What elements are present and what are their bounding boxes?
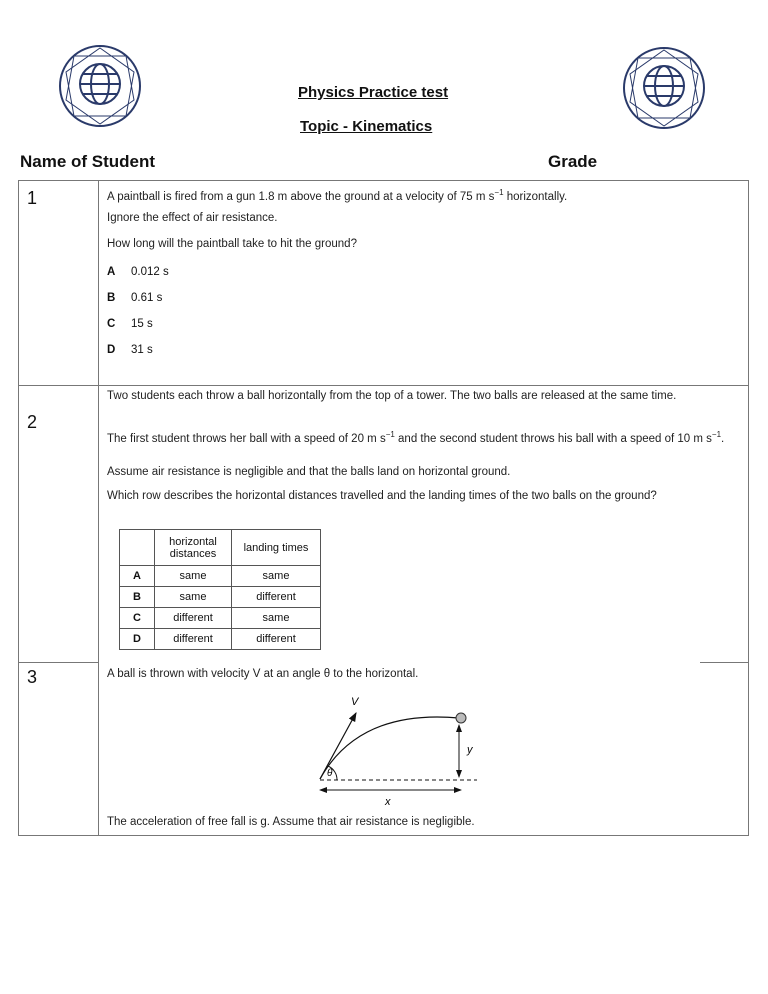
questions-table [18, 180, 749, 836]
q1-note: Ignore the effect of air resistance. [107, 212, 278, 224]
q1-sup: −1 [494, 188, 504, 197]
table-row: A same same [120, 566, 321, 587]
q1-text: A paintball is fired from a gun 1.8 m above the ground at a velocity of 75 m s [107, 190, 495, 203]
label-x: x [385, 796, 391, 808]
question-number: 3 [27, 667, 38, 687]
q2-p3: Assume air resistance is negligible and that the balls land on horizontal ground. [107, 466, 511, 478]
page-title: Physics Practice test [298, 84, 449, 101]
q2-p1: Two students each throw a ball horizontally from the top of a tower. The two balls are released at the same time. [107, 390, 677, 402]
label-theta: θ [327, 768, 333, 779]
table-row: D different different [120, 629, 321, 650]
question-number: 1 [27, 188, 38, 208]
label-y: y [467, 744, 473, 756]
q2-p2: The first student throws her ball with a speed of 20 m $s^{-1}$ and the second student throws his ball with a speed of 10 m $s^{-1}$. [107, 430, 725, 445]
q3-p2: The acceleration of free fall is g. Assume that air resistance is negligible. [107, 816, 475, 828]
row-divider [19, 662, 98, 663]
q1-tail: horizontally. [503, 190, 568, 203]
school-logo-right [608, 34, 720, 142]
projectile-diagram [299, 689, 499, 809]
row-divider [19, 385, 748, 386]
school-logo-left [44, 32, 156, 140]
q1-question: How long will the paintball take to hit the ground? [107, 238, 357, 250]
option-a: A 0.012 s [107, 266, 169, 278]
trajectory [320, 717, 459, 779]
q3-p1: A ball is thrown with velocity V at an angle θ to the horizontal. [107, 668, 419, 680]
table-row: C different same [120, 608, 321, 629]
name-label: Name of Student [20, 152, 156, 171]
q2-p4: Which row describes the horizontal distances travelled and the landing times of the two balls on the ground? [107, 490, 657, 502]
grade-label: Grade [548, 152, 598, 171]
option-c: C 15 s [107, 318, 153, 330]
ball [456, 713, 466, 723]
label-v: V [351, 696, 359, 708]
question-number: 2 [27, 412, 38, 432]
option-d: D 31 s [107, 344, 153, 356]
row-divider [700, 662, 748, 663]
header-cell: landing times [232, 530, 321, 566]
topic-title: Topic - Kinematics [300, 118, 433, 135]
table-row: B same different [120, 587, 321, 608]
answer-table [119, 529, 321, 650]
column-divider [98, 181, 99, 835]
header-cell: horizontal distances [155, 530, 232, 566]
velocity-arrow [320, 713, 356, 779]
option-b: B 0.61 s [107, 292, 163, 304]
